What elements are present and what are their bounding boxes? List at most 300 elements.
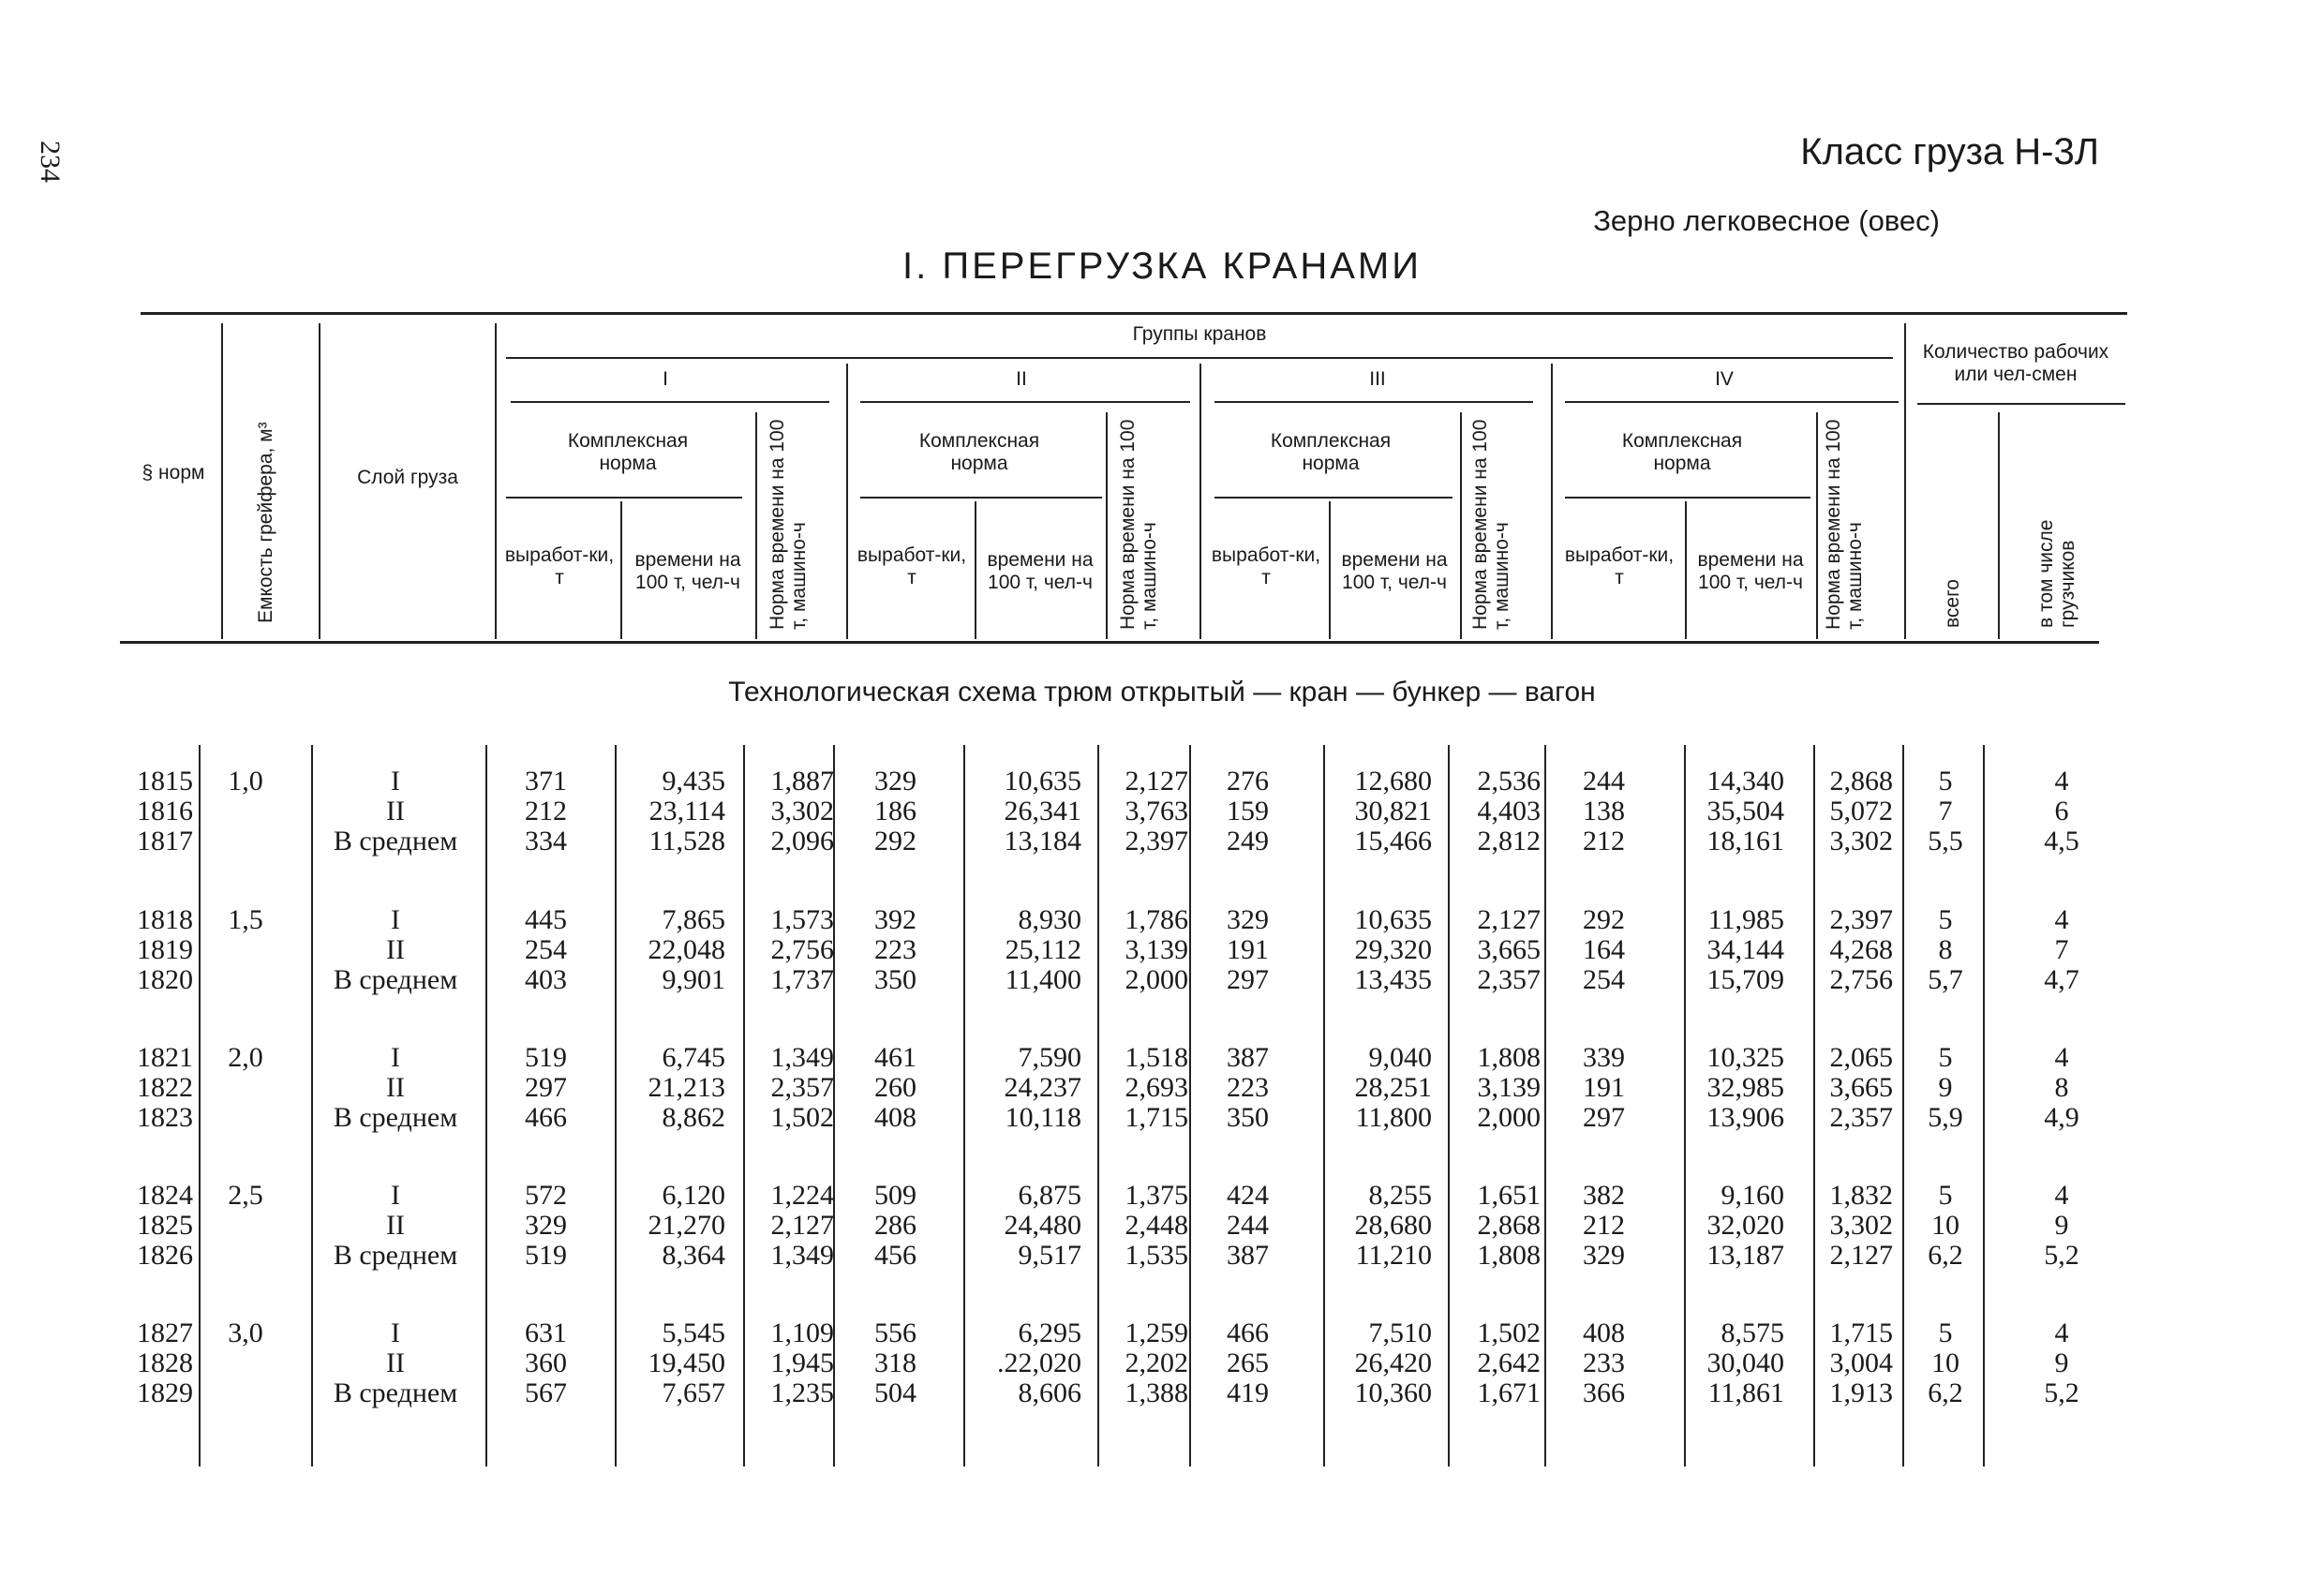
loaders-cell: 5,2	[2044, 1377, 2079, 1408]
machine-norm-cell: 2,127	[1829, 1240, 1893, 1271]
output-cell: 329	[874, 766, 916, 796]
time-norm-cell: .22,020	[997, 1347, 1081, 1378]
body-vline	[199, 745, 201, 1466]
time-norm-cell: 6,120	[662, 1180, 725, 1211]
machine-norm-cell: 1,786	[1125, 904, 1188, 935]
group-iii-label: III	[1369, 367, 1386, 390]
cargo-layer-cell: I	[391, 1180, 400, 1211]
total-workers-cell: 5	[1938, 766, 1953, 796]
norm-number-cell: 1820	[137, 964, 193, 995]
machine-norm-cell: 2,000	[1477, 1102, 1541, 1133]
machine-norm-cell: 2,357	[770, 1072, 834, 1103]
time-norm-cell: 9,160	[1721, 1180, 1784, 1211]
output-cell: 212	[1583, 826, 1625, 856]
time-norm-cell: 11,400	[1005, 964, 1081, 995]
output-cell: 164	[1583, 934, 1625, 965]
loaders-cell: 4	[2054, 1042, 2069, 1073]
output-cell: 504	[874, 1377, 916, 1408]
time-norm-cell: 22,048	[648, 934, 725, 965]
time-norm-cell: 13,435	[1354, 964, 1432, 995]
cargo-layer-cell: В среднем	[333, 826, 458, 856]
total-workers-cell: 6,2	[1928, 1377, 1963, 1408]
time-norm-cell: 26,341	[1004, 796, 1081, 826]
time-norm-cell: 8,575	[1721, 1318, 1784, 1348]
time-norm-cell: 7,657	[662, 1377, 725, 1408]
time-norm-cell: 10,118	[1005, 1102, 1081, 1133]
machine-norm-cell: 2,642	[1477, 1347, 1541, 1378]
output-cell: 329	[525, 1210, 567, 1241]
header-vline	[1329, 501, 1331, 639]
header-vline	[755, 412, 757, 639]
machine-norm-cell: 2,202	[1125, 1347, 1188, 1378]
machine-norm-cell: 1,349	[770, 1240, 834, 1271]
complex-i-rule	[506, 497, 742, 499]
header-vline	[975, 501, 976, 639]
loaders-cell: 4,9	[2044, 1102, 2079, 1133]
machine-norm-cell: 2,536	[1477, 766, 1541, 796]
output-cell: 329	[1583, 1240, 1625, 1271]
time-norm-cell: 13,187	[1706, 1240, 1784, 1271]
machine-norm-cell: 3,665	[1829, 1072, 1893, 1103]
output-cell: 408	[874, 1102, 916, 1133]
grab-capacity-cell: 1,5	[228, 904, 263, 935]
group-ii-label: II	[1016, 367, 1027, 390]
loaders-cell: 5,2	[2044, 1240, 2079, 1271]
machine-norm-cell: 1,913	[1829, 1377, 1893, 1408]
norm-no-header: § норм	[142, 461, 205, 484]
output-cell: 339	[1583, 1042, 1625, 1073]
total-workers-cell: 10	[1931, 1210, 1959, 1241]
output-cell: 223	[1227, 1072, 1269, 1103]
body-vline	[1544, 745, 1546, 1466]
machine-norm-cell: 1,832	[1829, 1180, 1893, 1211]
cargo-layer-cell: II	[386, 1210, 405, 1241]
machine-norm-cell: 1,651	[1477, 1180, 1541, 1211]
time-norm-cell: 6,745	[662, 1042, 725, 1073]
loaders-cell: 4,5	[2044, 826, 2079, 856]
output-cell: 456	[874, 1240, 916, 1271]
machine-norm-cell: 2,357	[1477, 964, 1541, 995]
machine-norm-cell: 5,072	[1829, 796, 1893, 826]
machine-norm-cell: 1,715	[1829, 1318, 1893, 1348]
output-cell: 519	[525, 1042, 567, 1073]
loaders-cell: 4,7	[2044, 964, 2079, 995]
section-title: I. ПЕРЕГРУЗКА КРАНАМИ	[902, 246, 1422, 287]
machine-norm-cell: 1,737	[770, 964, 834, 995]
machine-norm-cell: 2,127	[770, 1210, 834, 1241]
machine-norm-cell: 2,065	[1829, 1042, 1893, 1073]
output-cell: 254	[525, 934, 567, 965]
time-norm-cell: 8,255	[1368, 1180, 1432, 1211]
total-workers-header: всего	[1942, 579, 1963, 628]
machine-norm-cell: 2,127	[1477, 904, 1541, 935]
output-cell: 233	[1583, 1347, 1625, 1378]
time-norm-cell: 10,325	[1706, 1042, 1784, 1073]
time-norm-cell: 8,606	[1018, 1377, 1081, 1408]
output-cell: 567	[525, 1377, 567, 1408]
grab-capacity-cell: 2,0	[228, 1042, 263, 1073]
output-cell: 186	[874, 796, 916, 826]
machine-norm-cell: 1,808	[1477, 1240, 1541, 1271]
loaders-cell: 7	[2054, 934, 2069, 965]
output-cell: 631	[525, 1318, 567, 1348]
time-norm-cell: 30,040	[1706, 1347, 1784, 1378]
header-vline	[1904, 323, 1906, 639]
time-norm-cell: 10,635	[1004, 766, 1081, 796]
time-norm-cell: 7,510	[1368, 1318, 1432, 1348]
grab-capacity-cell: 2,5	[228, 1180, 263, 1211]
cargo-layer-cell: II	[386, 796, 405, 826]
cargo-layer-cell: В среднем	[333, 1240, 458, 1271]
time-norm-cell: 34,144	[1706, 934, 1784, 965]
cargo-layer-cell: II	[386, 1347, 405, 1378]
body-vline	[615, 745, 617, 1466]
time-norm-header: времени на 100 т, чел-ч	[634, 548, 741, 593]
machine-norm-cell: 2,756	[1829, 964, 1893, 995]
header-vline	[1106, 412, 1108, 639]
machine-norm-cell: 2,693	[1125, 1072, 1188, 1103]
output-cell: 419	[1227, 1377, 1269, 1408]
norm-number-cell: 1823	[137, 1102, 193, 1133]
body-vline	[1983, 745, 1985, 1466]
time-norm-cell: 11,861	[1707, 1377, 1784, 1408]
complex-iii-rule	[1214, 497, 1452, 499]
output-cell: 461	[874, 1042, 916, 1073]
grab-capacity-cell: 1,0	[228, 766, 263, 796]
machine-norm-cell: 2,000	[1125, 964, 1188, 995]
time-norm-cell: 7,865	[662, 904, 725, 935]
output-cell: 212	[1583, 1210, 1625, 1241]
time-norm-cell: 15,709	[1706, 964, 1784, 995]
loaders-cell: 4	[2054, 766, 2069, 796]
output-cell: 138	[1583, 796, 1625, 826]
machine-norm-cell: 2,096	[770, 826, 834, 856]
loaders-cell: 8	[2054, 1072, 2069, 1103]
output-cell: 159	[1227, 796, 1269, 826]
output-cell: 318	[874, 1347, 916, 1378]
machine-norm-header: Норма времени на 100 т, машино-ч	[1117, 419, 1161, 630]
header-vline	[846, 364, 848, 639]
norm-number-cell: 1829	[137, 1377, 193, 1408]
loaders-header: в том числе грузчиков	[2035, 519, 2079, 628]
header-vline	[1998, 412, 2000, 639]
machine-norm-cell: 1,535	[1125, 1240, 1188, 1271]
total-workers-cell: 5,5	[1928, 826, 1963, 856]
group-iv-rule	[1565, 401, 1899, 403]
machine-norm-cell: 1,109	[770, 1318, 834, 1348]
table-top-rule	[141, 312, 2127, 315]
time-norm-cell: 25,112	[1005, 934, 1081, 965]
page-number: 234	[35, 141, 66, 183]
machine-norm-cell: 3,302	[1829, 1210, 1893, 1241]
time-norm-cell: 19,450	[648, 1347, 725, 1378]
header-vline	[221, 323, 223, 639]
time-norm-cell: 11,210	[1355, 1240, 1432, 1271]
output-cell: 360	[525, 1347, 567, 1378]
total-workers-cell: 8	[1938, 934, 1953, 965]
loaders-cell: 4	[2054, 1180, 2069, 1211]
machine-norm-cell: 2,868	[1829, 766, 1893, 796]
body-vline	[963, 745, 965, 1466]
time-norm-cell: 11,528	[648, 826, 725, 856]
total-workers-cell: 5	[1938, 1318, 1953, 1348]
output-cell: 408	[1583, 1318, 1625, 1348]
groups-rule	[506, 357, 1893, 359]
time-norm-cell: 24,480	[1004, 1210, 1081, 1241]
time-norm-cell: 10,360	[1354, 1377, 1432, 1408]
complex-norm-header: Комплексная норма	[567, 429, 689, 474]
output-cell: 387	[1227, 1042, 1269, 1073]
time-norm-cell: 24,237	[1004, 1072, 1081, 1103]
machine-norm-cell: 2,868	[1477, 1210, 1541, 1241]
machine-norm-cell: 1,715	[1125, 1102, 1188, 1133]
output-cell: 392	[874, 904, 916, 935]
output-cell: 276	[1227, 766, 1269, 796]
time-norm-cell: 14,340	[1706, 766, 1784, 796]
cargo-layer-cell: I	[391, 1318, 400, 1348]
norm-number-cell: 1822	[137, 1072, 193, 1103]
time-norm-cell: 13,184	[1004, 826, 1081, 856]
workers-rule	[1917, 403, 2125, 405]
output-cell: 519	[525, 1240, 567, 1271]
machine-norm-cell: 3,139	[1477, 1072, 1541, 1103]
output-header: выработ-ки, т	[857, 543, 967, 588]
time-norm-cell: 32,020	[1706, 1210, 1784, 1241]
norm-number-cell: 1819	[137, 934, 193, 965]
cargo-name: Зерно легковесное (овес)	[1593, 204, 1940, 237]
norm-number-cell: 1827	[137, 1318, 193, 1348]
header-vline	[1460, 412, 1462, 639]
norm-number-cell: 1816	[137, 796, 193, 826]
loaders-cell: 4	[2054, 904, 2069, 935]
cargo-layer-cell: I	[391, 766, 400, 796]
machine-norm-cell: 1,887	[770, 766, 834, 796]
body-vline	[1189, 745, 1191, 1466]
norm-number-cell: 1824	[137, 1180, 193, 1211]
grab-capacity-header: Емкость грейфера, м³	[255, 422, 276, 623]
machine-norm-cell: 4,403	[1477, 796, 1541, 826]
time-norm-cell: 21,270	[648, 1210, 725, 1241]
output-cell: 254	[1583, 964, 1625, 995]
output-cell: 212	[525, 796, 567, 826]
output-cell: 350	[874, 964, 916, 995]
group-ii-rule	[860, 401, 1190, 403]
output-cell: 265	[1227, 1347, 1269, 1378]
output-cell: 223	[874, 934, 916, 965]
time-norm-cell: 10,635	[1354, 904, 1432, 935]
output-cell: 286	[874, 1210, 916, 1241]
time-norm-cell: 11,985	[1707, 904, 1784, 935]
norm-number-cell: 1818	[137, 904, 193, 935]
output-cell: 403	[525, 964, 567, 995]
output-cell: 445	[525, 904, 567, 935]
body-vline	[1448, 745, 1450, 1466]
output-header: выработ-ки, т	[504, 543, 615, 588]
time-norm-cell: 23,114	[648, 796, 725, 826]
output-cell: 244	[1227, 1210, 1269, 1241]
body-vline	[743, 745, 745, 1466]
output-cell: 249	[1227, 826, 1269, 856]
output-cell: 382	[1583, 1180, 1625, 1211]
output-cell: 297	[525, 1072, 567, 1103]
header-vline	[319, 323, 320, 639]
time-norm-cell: 9,517	[1018, 1240, 1081, 1271]
output-cell: 329	[1227, 904, 1269, 935]
time-norm-cell: 29,320	[1354, 934, 1432, 965]
machine-norm-cell: 1,235	[770, 1377, 834, 1408]
cargo-layer-cell: I	[391, 1042, 400, 1073]
time-norm-cell: 8,930	[1018, 904, 1081, 935]
norm-number-cell: 1828	[137, 1347, 193, 1378]
total-workers-cell: 9	[1938, 1072, 1953, 1103]
machine-norm-cell: 2,756	[770, 934, 834, 965]
header-bottom-rule	[120, 641, 2099, 644]
machine-norm-cell: 1,388	[1125, 1377, 1188, 1408]
output-cell: 556	[874, 1318, 916, 1348]
header-vline	[1551, 364, 1553, 639]
machine-norm-cell: 3,302	[770, 796, 834, 826]
complex-norm-header: Комплексная норма	[1270, 429, 1392, 474]
machine-norm-cell: 1,808	[1477, 1042, 1541, 1073]
cargo-layer-cell: II	[386, 934, 405, 965]
machine-norm-cell: 1,502	[770, 1102, 834, 1133]
total-workers-cell: 5,9	[1928, 1102, 1963, 1133]
output-cell: 334	[525, 826, 567, 856]
complex-ii-rule	[860, 497, 1102, 499]
norm-number-cell: 1826	[137, 1240, 193, 1271]
norm-number-cell: 1815	[137, 766, 193, 796]
time-norm-cell: 35,504	[1706, 796, 1784, 826]
group-i-label: I	[663, 367, 668, 390]
output-cell: 297	[1583, 1102, 1625, 1133]
cargo-layer-cell: II	[386, 1072, 405, 1103]
norm-number-cell: 1817	[137, 826, 193, 856]
total-workers-cell: 5	[1938, 1042, 1953, 1073]
group-iv-label: IV	[1715, 367, 1734, 390]
output-cell: 371	[525, 766, 567, 796]
total-workers-cell: 5	[1938, 904, 1953, 935]
output-cell: 572	[525, 1180, 567, 1211]
machine-norm-cell: 2,357	[1829, 1102, 1893, 1133]
time-norm-cell: 6,875	[1018, 1180, 1081, 1211]
machine-norm-cell: 2,448	[1125, 1210, 1188, 1241]
machine-norm-header: Норма времени на 100 т, машино-ч	[1469, 419, 1513, 630]
grab-capacity-cell: 3,0	[228, 1318, 263, 1348]
time-norm-cell: 8,364	[662, 1240, 725, 1271]
time-norm-cell: 8,862	[662, 1102, 725, 1133]
machine-norm-cell: 3,139	[1125, 934, 1188, 965]
cargo-layer-header: Слой груза	[357, 466, 458, 488]
machine-norm-cell: 1,518	[1125, 1042, 1188, 1073]
time-norm-cell: 28,680	[1354, 1210, 1432, 1241]
machine-norm-cell: 2,812	[1477, 826, 1541, 856]
output-cell: 260	[874, 1072, 916, 1103]
cargo-layer-cell: В среднем	[333, 964, 458, 995]
machine-norm-cell: 2,127	[1125, 766, 1188, 796]
time-norm-cell: 6,295	[1018, 1318, 1081, 1348]
total-workers-cell: 5	[1938, 1180, 1953, 1211]
machine-norm-cell: 3,302	[1829, 826, 1893, 856]
machine-norm-cell: 1,375	[1125, 1180, 1188, 1211]
output-cell: 244	[1583, 766, 1625, 796]
machine-norm-cell: 4,268	[1829, 934, 1893, 965]
crane-groups-header: Группы кранов	[1132, 322, 1267, 345]
norm-number-cell: 1825	[137, 1210, 193, 1241]
machine-norm-cell: 1,671	[1477, 1377, 1541, 1408]
time-norm-cell: 26,420	[1354, 1347, 1432, 1378]
time-norm-cell: 9,901	[662, 964, 725, 995]
output-cell: 466	[525, 1102, 567, 1133]
output-header: выработ-ки, т	[1211, 543, 1321, 588]
time-norm-cell: 15,466	[1354, 826, 1432, 856]
cargo-layer-cell: I	[391, 904, 400, 935]
cargo-layer-cell: В среднем	[333, 1377, 458, 1408]
body-vline	[1902, 745, 1904, 1466]
output-cell: 466	[1227, 1318, 1269, 1348]
output-cell: 292	[874, 826, 916, 856]
output-cell: 350	[1227, 1102, 1269, 1133]
total-workers-cell: 5,7	[1928, 964, 1963, 995]
group-iii-rule	[1214, 401, 1533, 403]
time-norm-cell: 5,545	[662, 1318, 725, 1348]
time-norm-cell: 28,251	[1354, 1072, 1432, 1103]
machine-norm-cell: 3,665	[1477, 934, 1541, 965]
complex-iv-rule	[1565, 497, 1810, 499]
time-norm-cell: 12,680	[1354, 766, 1432, 796]
complex-norm-header: Комплексная норма	[1621, 429, 1743, 474]
output-cell: 387	[1227, 1240, 1269, 1271]
time-norm-cell: 32,985	[1706, 1072, 1784, 1103]
time-norm-cell: 11,800	[1355, 1102, 1432, 1133]
complex-norm-header: Комплексная норма	[918, 429, 1040, 474]
body-vline	[1097, 745, 1099, 1466]
cargo-layer-cell: В среднем	[333, 1102, 458, 1133]
output-cell: 424	[1227, 1180, 1269, 1211]
time-norm-cell: 13,906	[1706, 1102, 1784, 1133]
total-workers-cell: 7	[1938, 796, 1953, 826]
time-norm-cell: 9,040	[1368, 1042, 1432, 1073]
output-cell: 292	[1583, 904, 1625, 935]
total-workers-cell: 10	[1931, 1347, 1959, 1378]
machine-norm-cell: 3,763	[1125, 796, 1188, 826]
output-header: выработ-ки, т	[1564, 543, 1675, 588]
header-vline	[1685, 501, 1687, 639]
header-vline	[1816, 412, 1818, 639]
machine-norm-header: Норма времени на 100 т, машино-ч	[767, 419, 811, 630]
norm-number-cell: 1821	[137, 1042, 193, 1073]
time-norm-header: времени на 100 т, чел-ч	[1697, 548, 1804, 593]
time-norm-header: времени на 100 т, чел-ч	[987, 548, 1094, 593]
machine-norm-cell: 1,945	[770, 1347, 834, 1378]
machine-norm-cell: 2,397	[1125, 826, 1188, 856]
output-cell: 297	[1227, 964, 1269, 995]
workers-header: Количество рабочих или чел-смен	[1922, 340, 2109, 385]
loaders-cell: 9	[2054, 1210, 2069, 1241]
time-norm-cell: 18,161	[1706, 826, 1784, 856]
loaders-cell: 9	[2054, 1347, 2069, 1378]
machine-norm-header: Норма времени на 100 т, машино-ч	[1823, 419, 1867, 630]
machine-norm-cell: 1,224	[770, 1180, 834, 1211]
machine-norm-cell: 3,004	[1829, 1347, 1893, 1378]
group-i-rule	[511, 401, 829, 403]
header-vline	[620, 501, 622, 639]
header-vline	[495, 323, 497, 639]
time-norm-cell: 21,213	[648, 1072, 725, 1103]
cargo-class: Класс груза Н-3Л	[1800, 131, 2099, 172]
header-vline	[1199, 364, 1201, 639]
machine-norm-cell: 1,573	[770, 904, 834, 935]
output-cell: 509	[874, 1180, 916, 1211]
